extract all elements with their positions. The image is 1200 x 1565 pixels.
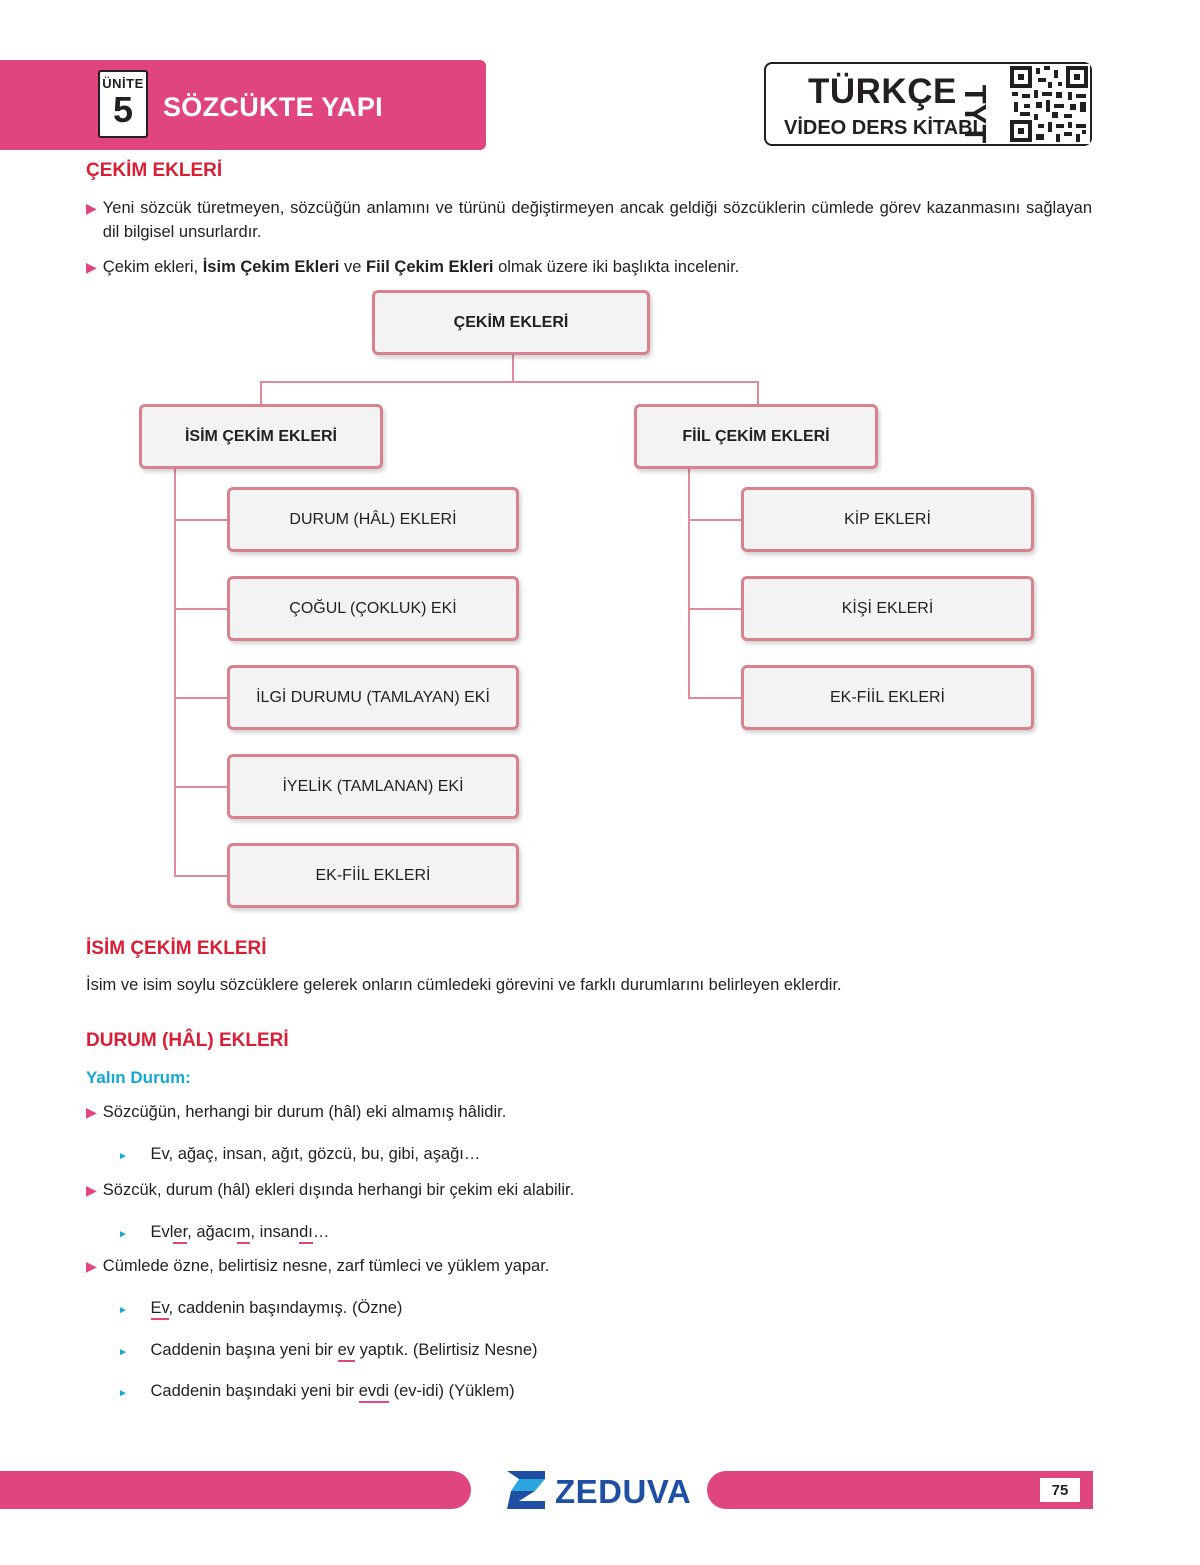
page-number: 75	[1040, 1478, 1080, 1502]
small-triangle-icon: ►	[118, 1388, 128, 1399]
connector-line	[757, 381, 759, 405]
triangle-bullet-icon: ▶	[86, 1104, 97, 1120]
example-5	[118, 1379, 515, 1406]
text-part: , ağacı	[187, 1223, 237, 1241]
connector-line	[174, 786, 229, 788]
example-4	[118, 1338, 538, 1365]
underlined-word: Ev	[151, 1299, 169, 1320]
section-text: İsim ve isim soylu sözcüklere gelerek onların cümledeki görevini ve farklı durumlarını belirleyen eklerdir.	[86, 976, 842, 994]
diagram-left-item-box: ÇOĞUL (ÇOKLUK) EKİ	[227, 576, 519, 641]
small-triangle-icon: ►	[118, 1347, 128, 1358]
triangle-bullet-icon: ▶	[86, 259, 97, 275]
diagram-left-item-box: DURUM (HÂL) EKLERİ	[227, 487, 519, 552]
book-level: TYT	[958, 84, 993, 144]
connector-line	[174, 519, 229, 521]
diagram-left-item-box: EK-FİİL EKLERİ	[227, 843, 519, 908]
connector-line	[174, 875, 229, 877]
example-2	[118, 1220, 329, 1247]
connector-line	[260, 381, 759, 383]
text-part: ve	[339, 258, 366, 276]
text-part: yaptık. (Belirtisiz Nesne)	[355, 1341, 538, 1359]
bullet-3	[86, 1254, 549, 1278]
book-title: TÜRKÇE	[808, 72, 957, 111]
bullet-definition	[86, 196, 1092, 244]
connector-line	[174, 608, 229, 610]
unit-badge	[98, 70, 148, 138]
diagram-left-item-box: İLGİ DURUMU (TAMLAYAN) EKİ	[227, 665, 519, 730]
bullet-text: Sözcüğün, herhangi bir durum (hâl) eki almamış hâlidir.	[102, 1103, 507, 1121]
connector-line	[688, 608, 743, 610]
small-triangle-icon: ►	[118, 1305, 128, 1316]
triangle-bullet-icon: ▶	[86, 200, 97, 216]
underlined-suffix: er	[173, 1223, 187, 1244]
bold-term: Fiil Çekim Ekleri	[366, 258, 494, 276]
example-text: Ev, ağaç, insan, ağıt, gözcü, bu, gibi, aşağı…	[150, 1145, 481, 1163]
example-1	[118, 1142, 480, 1169]
example-text	[151, 1299, 403, 1317]
connector-line	[260, 381, 262, 405]
bullet-1	[86, 1100, 506, 1124]
connector-line	[688, 519, 743, 521]
text-part: , insan	[250, 1223, 300, 1241]
text-part: Caddenin başına yeni bir	[150, 1341, 338, 1359]
example-3	[118, 1296, 402, 1323]
footer-bar-left	[0, 1471, 471, 1509]
unit-number: 5	[112, 89, 134, 130]
text-part: Çekim ekleri,	[102, 258, 203, 276]
connector-line	[688, 697, 743, 699]
bullet-text: Yeni sözcük türetmeyen, sözcüğün anlamını ve türünü değiştirmeyen ancak geldiği sözcüklerin cümlede görev kazanmasını sağlayan dil bilgisel unsurlardır.	[102, 199, 1092, 241]
text-part: (ev-idi) (Yüklem)	[389, 1382, 515, 1400]
diagram-right-head-box: FİİL ÇEKİM EKLERİ	[634, 404, 878, 469]
book-subtitle: VİDEO DERS KİTABI	[784, 117, 979, 139]
triangle-bullet-icon: ▶	[86, 1258, 97, 1274]
section-heading-durum-ekleri: DURUM (HÂL) EKLERİ	[86, 1030, 289, 1051]
diagram-right-item-box: KİP EKLERİ	[741, 487, 1034, 552]
text-part: Caddenin başındaki yeni bir	[150, 1382, 359, 1400]
bullet-text: Sözcük, durum (hâl) ekleri dışında herhangi bir çekim eki alabilir.	[102, 1181, 575, 1199]
diagram-right-item-box: EK-FİİL EKLERİ	[741, 665, 1034, 730]
example-text	[151, 1382, 515, 1400]
section-heading-isim-cekim: İSİM ÇEKİM EKLERİ	[86, 938, 267, 959]
example-text	[151, 1341, 538, 1359]
footer-bar-right	[707, 1471, 1093, 1509]
underlined-word: ev	[338, 1341, 355, 1362]
diagram-root-box: ÇEKİM EKLERİ	[372, 290, 650, 355]
text-part: …	[312, 1223, 330, 1241]
unit-word: ÜNİTE	[102, 76, 144, 91]
underlined-suffix: m	[237, 1223, 251, 1244]
bullet-text	[103, 255, 739, 279]
bullet-2	[86, 1178, 574, 1202]
connector-line	[174, 697, 229, 699]
underlined-suffix: dı	[299, 1223, 313, 1244]
bullet-text: Cümlede özne, belirtisiz nesne, zarf tümleci ve yüklem yapar.	[102, 1257, 550, 1275]
underlined-word: evdi	[359, 1382, 389, 1403]
zeduva-logo-icon	[505, 1469, 549, 1511]
unit-title: SÖZCÜKTE YAPI	[163, 92, 383, 122]
diagram-left-item-box: İYELİK (TAMLANAN) EKİ	[227, 754, 519, 819]
text-part: Evl	[150, 1223, 174, 1241]
bullet-categories	[86, 255, 1092, 279]
section-heading-cekim-ekleri: ÇEKİM EKLERİ	[86, 160, 223, 181]
connector-line	[174, 468, 176, 877]
example-text	[151, 1223, 330, 1241]
small-triangle-icon: ►	[118, 1151, 128, 1162]
zeduva-logo-text: ZEDUVA	[555, 1473, 692, 1510]
diagram-right-item-box: KİŞİ EKLERİ	[741, 576, 1034, 641]
qr-code-icon[interactable]	[1008, 64, 1090, 144]
small-triangle-icon: ►	[118, 1229, 128, 1240]
connector-line	[688, 468, 690, 697]
diagram-left-head-box: İSİM ÇEKİM EKLERİ	[139, 404, 383, 469]
text-part: , caddenin başındaymış. (Özne)	[168, 1299, 403, 1317]
connector-line	[512, 354, 514, 382]
bold-term: İsim Çekim Ekleri	[202, 258, 340, 276]
text-part: olmak üzere iki başlıkta incelenir.	[493, 258, 740, 276]
subheading-yalin-durum: Yalın Durum:	[86, 1068, 191, 1087]
triangle-bullet-icon: ▶	[86, 1182, 97, 1198]
